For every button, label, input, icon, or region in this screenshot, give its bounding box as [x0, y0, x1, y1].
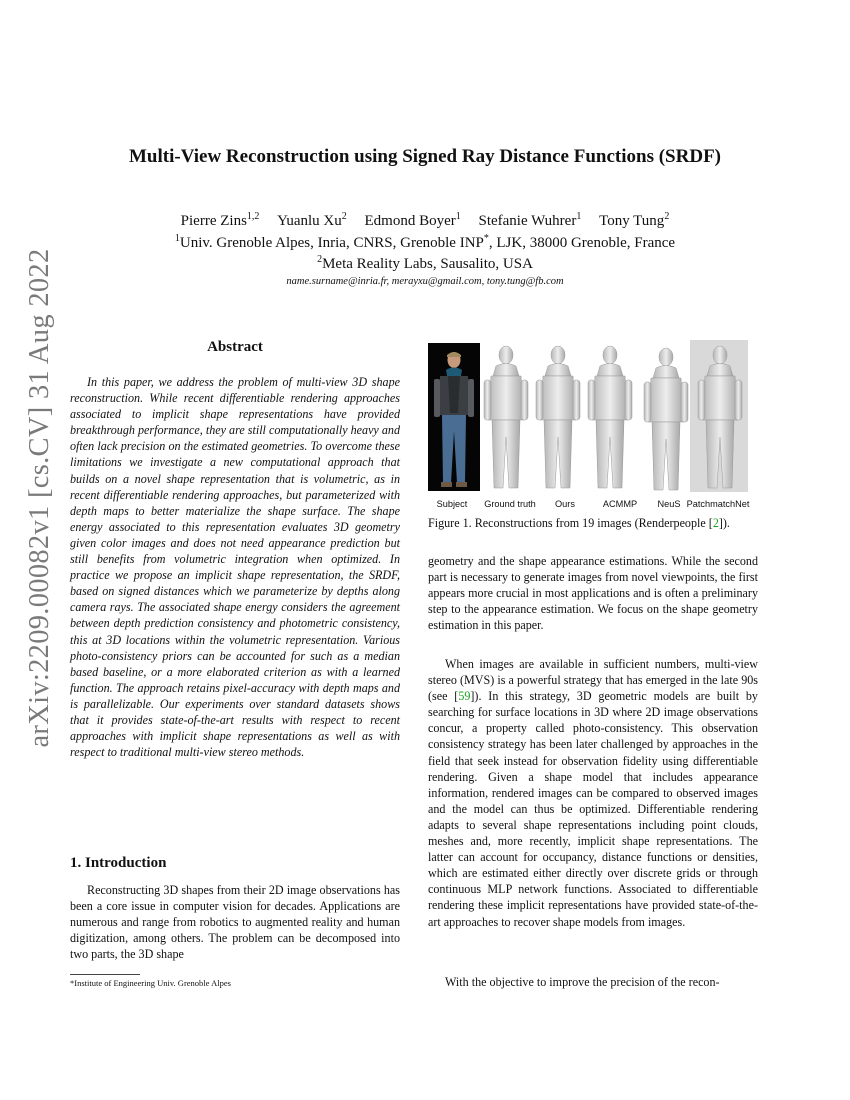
figure-label-patchmatchnet: PatchmatchNet	[686, 499, 750, 509]
figure-1	[428, 340, 750, 492]
section-heading-introduction: 1. Introduction	[70, 855, 167, 871]
author: Tony Tung$^2$	[599, 211, 670, 229]
author: Yuanlu Xu$^2$	[277, 211, 347, 229]
right-column-paragraph-3: With the objective to improve the precision of the recon-	[445, 975, 720, 989]
right-column-paragraph-2: When images are available in sufficient numbers, multi-view stereo (MVS) is a powerful strategy that has emerged in the late 90s (see [59]). In this strategy, 3D geometric models are built by searching for surface locations in 3D where 2D image observations concur, a property called photo-consistency. This observation consistency strategy has been later challenged by approaches in the field that seek instead for observation fidelity using differentiable rendering. Given a shape model that includes appearance information, rendered images can be compared to observed images and the model can thus be optimized. Differentiable rendering adapts to several shape representations including point clouds, meshes and, more recently, implicit shape representations. The latter can account for occupancy, distance functions or densities, which are estimated either directly over discrete grids or through continuous MLP network functions. Associated to differentiable rendering these implicit representations have provided state-of-the-art approaches to recover shape models from images.	[428, 657, 758, 929]
right-column-paragraph-1: geometry and the shape appearance estimations. While the second part is necessary to generate images from novel viewpoints, the first appears more crucial in most applications and is often a preliminary step to the appearance estimation. We focus on the shape geometry estimation in this paper.	[428, 554, 758, 633]
author: Stefanie Wuhrer$^1$	[478, 211, 582, 229]
figure-caption: Figure 1. Reconstructions from 19 images (Renderpeople [2]).	[428, 516, 730, 530]
introduction-paragraph: Reconstructing 3D shapes from their 2D image observations has been a core issue in computer vision for decades. Applications are numerous and range from robotics to augmented reality and human digitization, among others. The problem can be decomposed into two parts, the 3D shape	[70, 883, 400, 962]
footnote-rule	[70, 974, 140, 975]
citation-link[interactable]: 2	[712, 516, 719, 530]
author: Edmond Boyer$^1$	[364, 211, 461, 229]
citation-link[interactable]: 59	[458, 689, 471, 704]
paper-title: Multi-View Reconstruction using Signed Ray Distance Functions (SRDF)	[129, 146, 721, 167]
footnote: *Institute of Engineering Univ. Grenoble Alpes	[70, 978, 231, 988]
author-list	[70, 213, 780, 230]
abstract-body: In this paper, we address the problem of multi-view 3D shape reconstruction. While recent differentiable rendering approaches associated to implicit shape representations have provided breakthrough performance, they are still computationally heavy and often lack precision on the estimated geometries. To overcome these limitations we investigate a new computational approach that builds on a novel shape representation that is volumetric, as in recent differentiable rendering approaches, but parameterized with depth maps to better materialize the shape surface. The shape energy associated to this representation evaluates 3D geometry given color images and does not need appearance prediction but still benefits from volumetric integration when optimized. In practice we propose an implicit shape representation, the SRDF, based on signed distances which we parameterize by depths along camera rays. The associated shape energy considers the agreement between depth prediction consistency and photometric consistency, this at 3D locations within the volumetric representation. Various photo-consistency priors can be accounted for such as a median based baseline, or a more elaborated criterion as with a learned function. The approach retains pixel-accuracy with depth maps and is parallelizable. Our experiments over standard datasets shows that it provides state-of-the-art results with respect to recent approaches with implicit shape representations as well as with respect to traditional multi-view stereo methods.	[70, 375, 400, 760]
figure-label-ground-truth: Ground truth	[484, 499, 536, 509]
affiliation-2: $^2$Meta Reality Labs, Sausalito, USA	[317, 254, 533, 272]
abstract-heading: Abstract	[207, 339, 263, 355]
author: Pierre Zins$^{1,2}$	[180, 211, 260, 229]
arxiv-stamp: arXiv:2209.00082v1 [cs.CV] 31 Aug 2022	[24, 248, 55, 748]
subject-photo	[428, 343, 480, 491]
author-emails: name.surname@inria.fr, merayxu@gmail.com, tony.tung@fb.com	[286, 276, 564, 287]
figure-label-acmmp: ACMMP	[602, 499, 638, 509]
figure-label-subject: Subject	[436, 499, 468, 509]
affiliation-1: $^1$Univ. Grenoble Alpes, Inria, CNRS, Grenoble INP*, LJK, 38000 Grenoble, France	[174, 233, 676, 251]
figure-label-neus: NeuS	[657, 499, 681, 509]
figure-label-ours: Ours	[555, 499, 575, 509]
